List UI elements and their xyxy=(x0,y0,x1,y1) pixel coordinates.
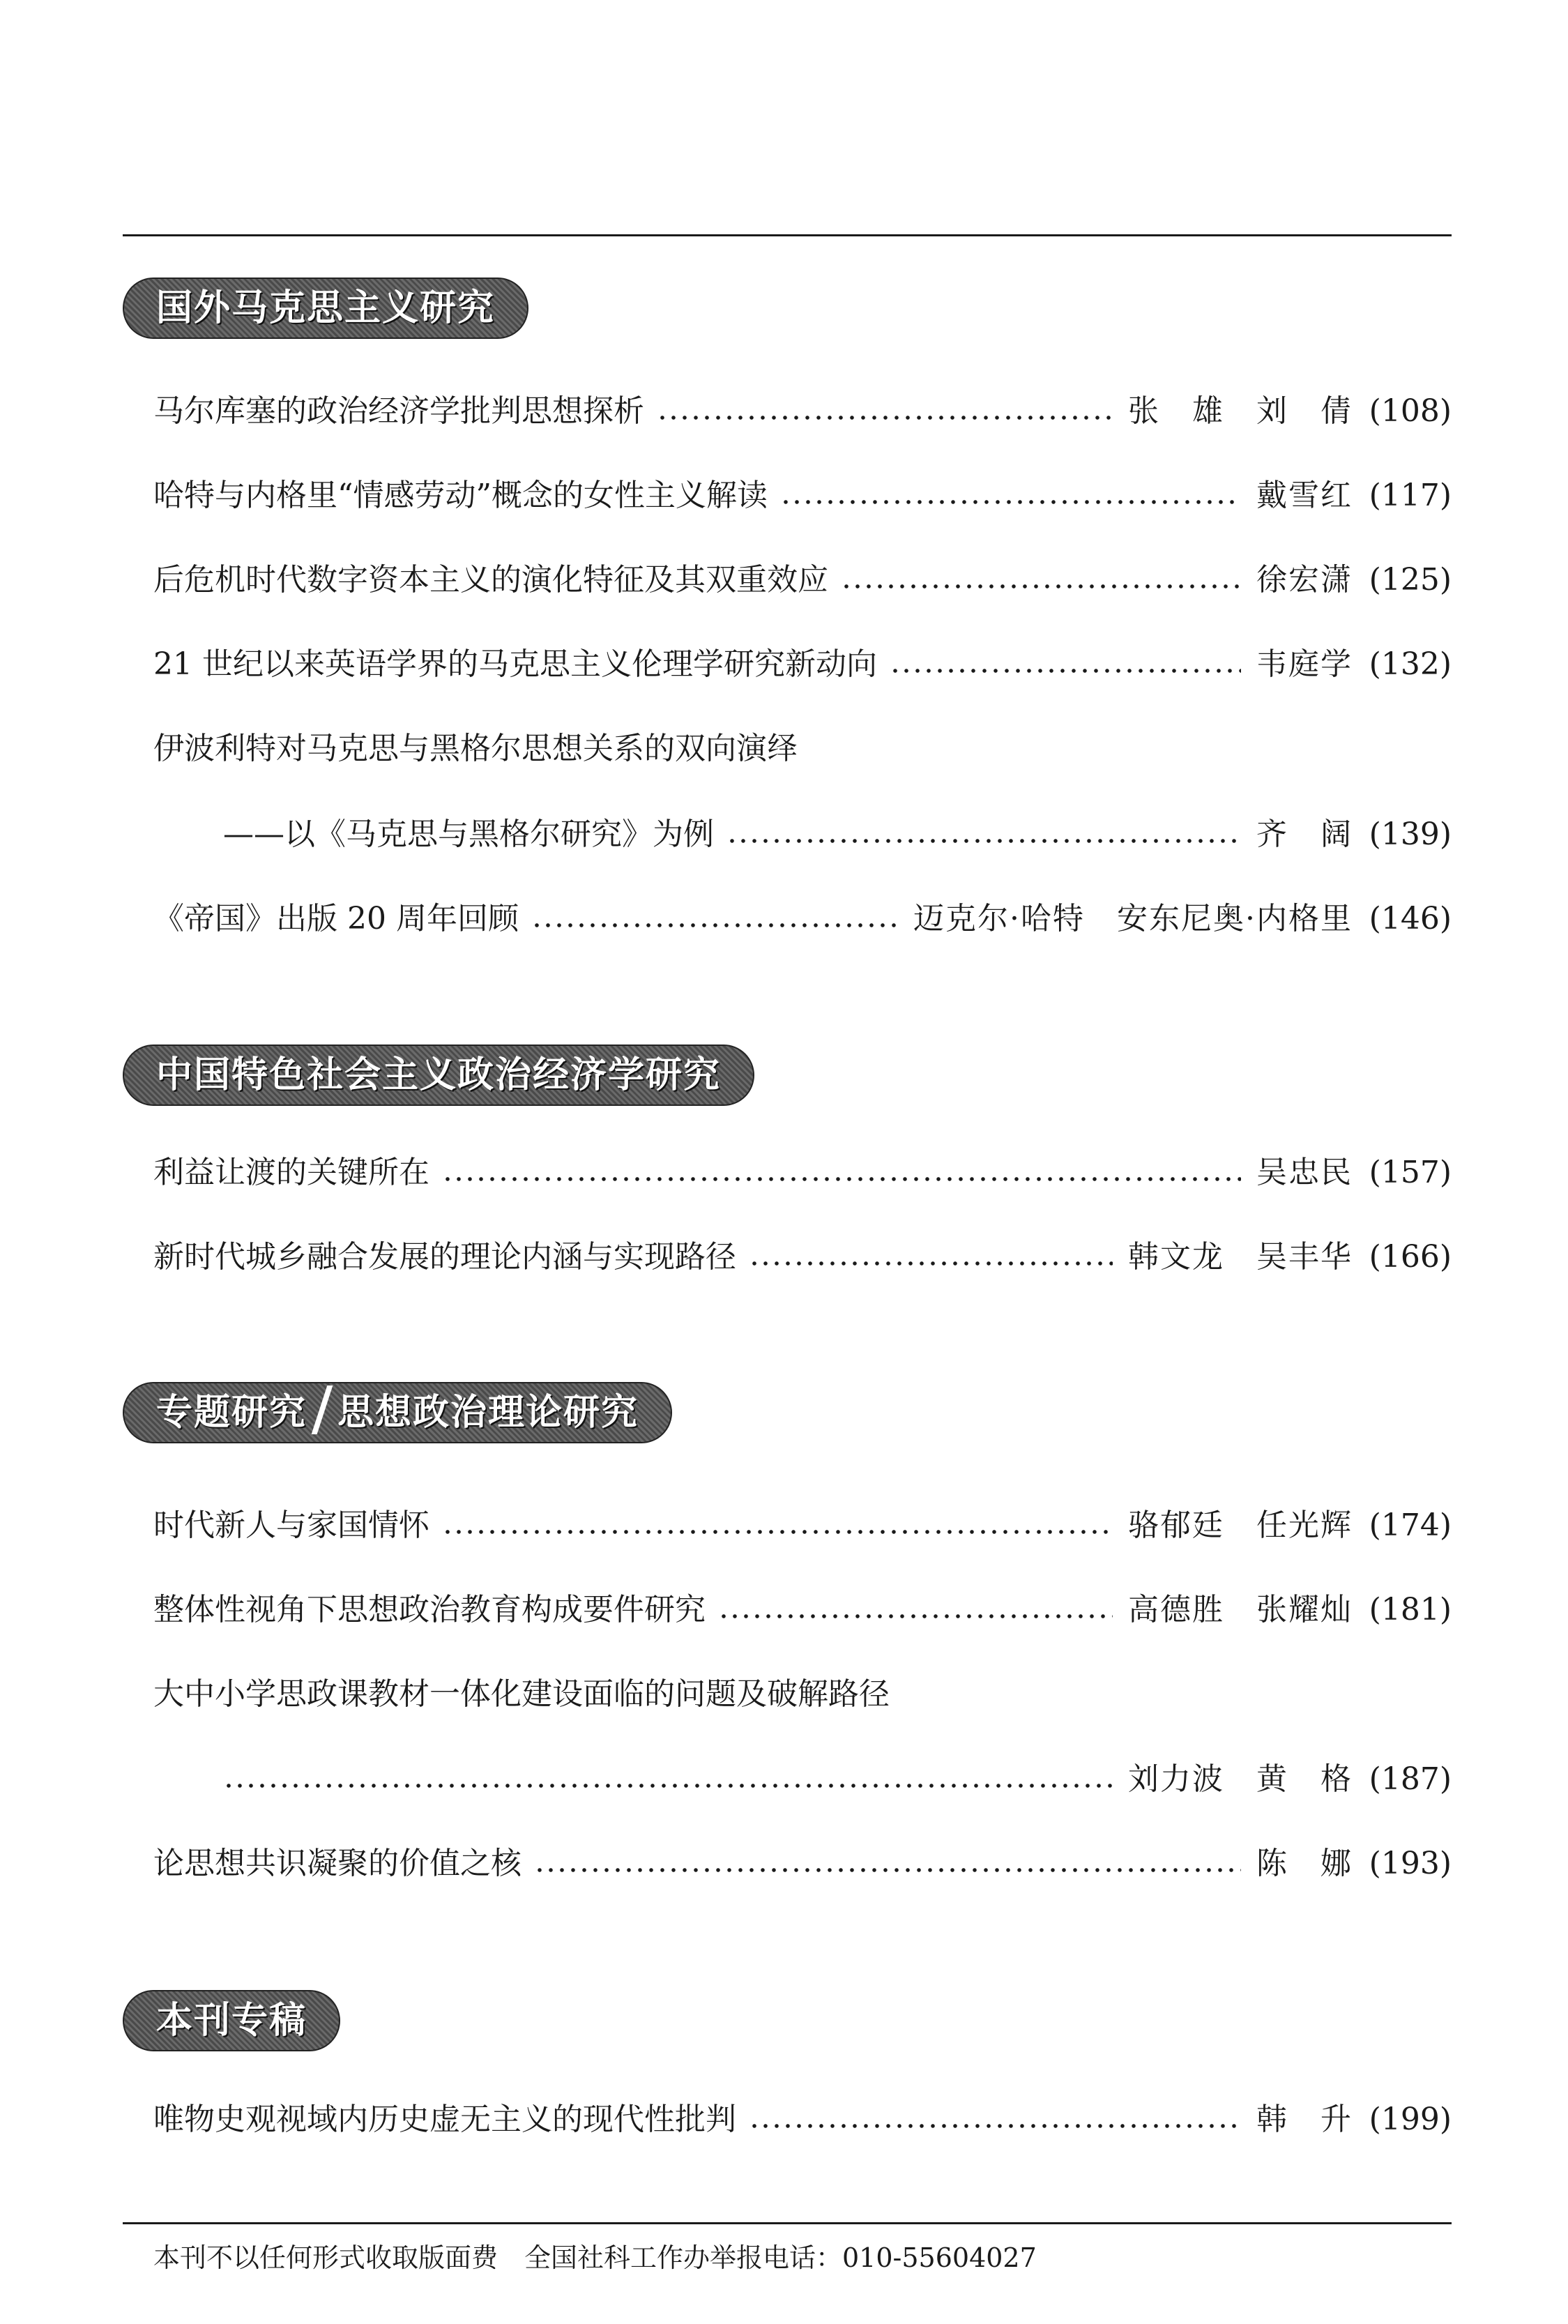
entry-title: 利益让渡的关键所在 xyxy=(153,1155,429,1190)
dot-leader xyxy=(531,922,898,929)
dot-leader xyxy=(223,1782,1113,1789)
entry-page: (139) xyxy=(1369,817,1452,852)
dot-leader xyxy=(534,1867,1241,1874)
dot-leader xyxy=(442,1176,1241,1183)
dot-leader xyxy=(890,667,1241,674)
toc-entry-continuation-line[interactable] xyxy=(223,1755,1452,1804)
toc-entry[interactable] xyxy=(153,2095,1452,2144)
entry-page: (187) xyxy=(1369,1761,1452,1797)
section-header-part2: 思想政治理论研究 xyxy=(337,1392,639,1434)
dot-leader xyxy=(718,1613,1113,1620)
entry-title: 哈特与内格里“情感劳动”概念的女性主义解读 xyxy=(153,478,768,513)
dot-leader xyxy=(780,499,1241,506)
entry-authors: 高德胜 张耀灿 xyxy=(1128,1592,1353,1627)
entry-page: (125) xyxy=(1369,562,1452,598)
toc-entry[interactable] xyxy=(153,1233,1452,1282)
toc-entry-title-line[interactable] xyxy=(153,724,1452,773)
section-header-foreign-marxism: 国外马克思主义研究 xyxy=(123,278,528,339)
toc-entry[interactable] xyxy=(153,471,1452,520)
entry-title: 论思想共识凝聚的价值之核 xyxy=(153,1846,522,1881)
footer-notice: 本刊不以任何形式收取版面费 全国社科工作办举报电话：010-55604027 xyxy=(153,2242,1037,2273)
toc-entry-title-line[interactable] xyxy=(153,1670,1452,1719)
entry-title: 唯物史观视域内历史虚无主义的现代性批判 xyxy=(153,2102,736,2137)
toc-entry[interactable] xyxy=(153,556,1452,605)
entry-page: (166) xyxy=(1369,1239,1452,1275)
entry-page: (132) xyxy=(1369,646,1452,682)
top-rule xyxy=(123,234,1452,236)
section-header-political-economy: 中国特色社会主义政治经济学研究 xyxy=(123,1045,754,1106)
entry-authors: 徐宏潇 xyxy=(1256,562,1353,598)
toc-entry[interactable] xyxy=(153,1501,1452,1550)
entry-title: 时代新人与家国情怀 xyxy=(153,1507,429,1543)
dot-leader xyxy=(726,837,1241,844)
entry-page: (157) xyxy=(1369,1155,1452,1190)
section-header-part1: 专题研究 xyxy=(156,1392,307,1434)
entry-authors: 陈 娜 xyxy=(1256,1846,1353,1881)
toc-entry[interactable] xyxy=(153,895,1452,943)
entry-authors: 刘力波 黄 格 xyxy=(1128,1761,1353,1797)
entry-page: (174) xyxy=(1369,1507,1452,1543)
entry-title: 后危机时代数字资本主义的演化特征及其双重效应 xyxy=(153,562,828,598)
toc-entry[interactable] xyxy=(153,640,1452,689)
dot-leader xyxy=(442,1528,1113,1535)
entry-page: (108) xyxy=(1369,393,1452,429)
entry-title: 《帝国》出版 20 周年回顾 xyxy=(153,901,519,936)
entry-title: 整体性视角下思想政治教育构成要件研究 xyxy=(153,1592,706,1627)
entry-authors: 韦庭学 xyxy=(1256,646,1353,682)
entry-authors: 骆郁廷 任光辉 xyxy=(1128,1507,1353,1543)
toc-entry[interactable] xyxy=(153,1586,1452,1634)
slash-separator-icon xyxy=(312,1385,333,1434)
toc-entry[interactable] xyxy=(153,1148,1452,1197)
section-header-special-contribution: 本刊专稿 xyxy=(123,1990,340,2051)
dot-leader xyxy=(749,2122,1241,2129)
dot-leader xyxy=(657,414,1113,421)
entry-page: (193) xyxy=(1369,1846,1452,1881)
entry-page: (181) xyxy=(1369,1592,1452,1627)
entry-title: 伊波利特对马克思与黑格尔思想关系的双向演绎 xyxy=(153,731,798,766)
entry-authors: 戴雪红 xyxy=(1256,478,1353,513)
bottom-rule xyxy=(123,2222,1452,2224)
entry-authors: 迈克尔·哈特 安东尼奥·内格里 xyxy=(913,901,1353,936)
entry-authors: 韩文龙 吴丰华 xyxy=(1128,1239,1353,1275)
entry-authors: 韩 升 xyxy=(1256,2102,1353,2137)
toc-entry[interactable] xyxy=(153,1839,1452,1888)
dot-leader xyxy=(749,1260,1113,1267)
entry-title: 马尔库塞的政治经济学批判思想探析 xyxy=(153,393,644,429)
entry-page: (199) xyxy=(1369,2102,1452,2137)
entry-authors: 齐 阔 xyxy=(1256,817,1353,852)
entry-title: 新时代城乡融合发展的理论内涵与实现路径 xyxy=(153,1239,736,1275)
entry-page: (146) xyxy=(1369,901,1452,936)
entry-title: 21 世纪以来英语学界的马克思主义伦理学研究新动向 xyxy=(153,646,877,682)
dot-leader xyxy=(841,583,1241,590)
section-header-special-topics xyxy=(123,1382,672,1443)
toc-entry-subtitle-line[interactable] xyxy=(223,810,1452,859)
entry-authors: 张 雄 刘 倩 xyxy=(1128,393,1353,429)
entry-subtitle: ——以《马克思与黑格尔研究》为例 xyxy=(223,817,714,852)
entry-page: (117) xyxy=(1369,478,1452,513)
entry-title: 大中小学思政课教材一体化建设面临的问题及破解路径 xyxy=(153,1676,890,1712)
toc-entry[interactable] xyxy=(153,387,1452,436)
entry-authors: 吴忠民 xyxy=(1256,1155,1353,1190)
